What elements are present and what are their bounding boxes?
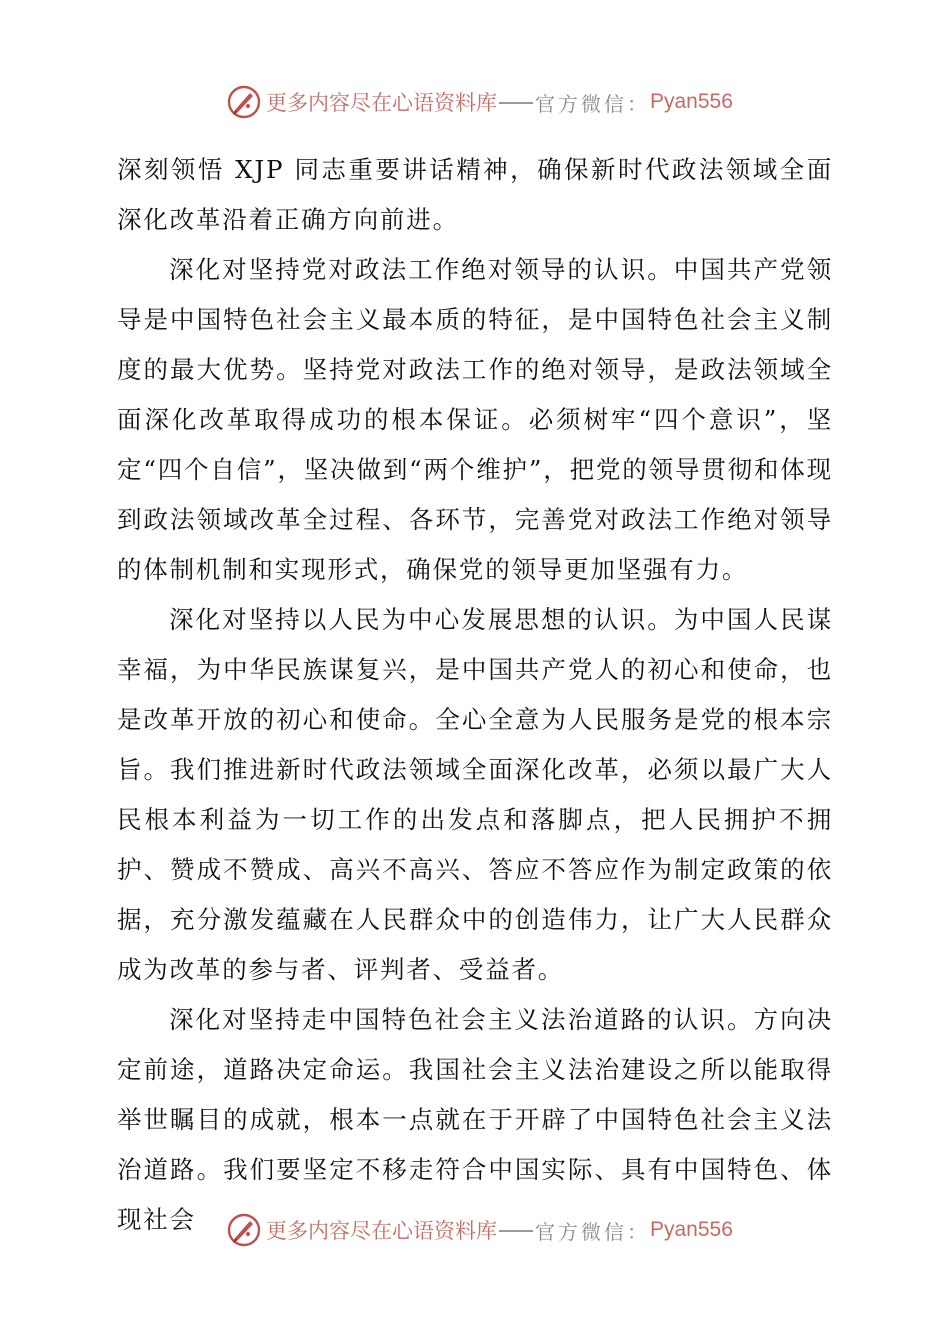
paragraph-1: 深刻领悟 XJP 同志重要讲话精神，确保新时代政法领域全面深化改革沿着正确方向前进。 (117, 155, 833, 234)
watermark-wechat-label: 官方微信： (535, 91, 650, 116)
paragraph-2: 深化对坚持党对政法工作绝对领导的认识。中国共产党领导是中国特色社会主义最本质的特征，是中国特色社会主义制度的最大优势。坚持党对政法工作的绝对领导，是政法领域全面深化改革取得成功的根本保证。必须树牢“四个意识”，坚定“四个自信”，坚决做到“两个维护”，把党的领导贯彻和体现到政法领域改革全过程、各环节，完善党对政法工作绝对领导的体制机制和实现形式，确保党的领导更加坚强有力。 (117, 255, 833, 584)
watermark-dash (499, 102, 533, 104)
document-body (117, 145, 833, 1245)
pen-logo-icon (226, 84, 262, 120)
watermark-wechat-id: Pyan556 (650, 90, 733, 113)
watermark-brand-text: 更多内容尽在心语资料库 (266, 1219, 497, 1243)
watermark-wechat-label: 官方微信： (535, 1219, 650, 1244)
watermark-brand-text: 更多内容尽在心语资料库 (266, 91, 497, 115)
pen-logo-icon (226, 1212, 262, 1248)
watermark-dash (499, 1230, 533, 1232)
footer-watermark (226, 1210, 733, 1250)
header-watermark (226, 82, 733, 122)
watermark-wechat-id: Pyan556 (650, 1218, 733, 1241)
paragraph-4: 深化对坚持走中国特色社会主义法治道路的认识。方向决定前途，道路决定命运。我国社会主义法治建设之所以能取得举世瞩目的成就，根本一点就在于开辟了中国特色社会主义法治道路。我们要坚定不移走符合中国实际、具有中国特色、体现社会 (117, 1005, 833, 1234)
paragraph-3: 深化对坚持以人民为中心发展思想的认识。为中国人民谋幸福，为中华民族谋复兴，是中国共产党人的初心和使命，也是改革开放的初心和使命。全心全意为人民服务是党的根本宗旨。我们推进新时代政法领域全面深化改革，必须以最广大人民根本利益为一切工作的出发点和落脚点，把人民拥护不拥护、赞成不赞成、高兴不高兴、答应不答应作为制定政策的依据，充分激发蕴藏在人民群众中的创造伟力，让广大人民群众成为改革的参与者、评判者、受益者。 (117, 605, 833, 984)
